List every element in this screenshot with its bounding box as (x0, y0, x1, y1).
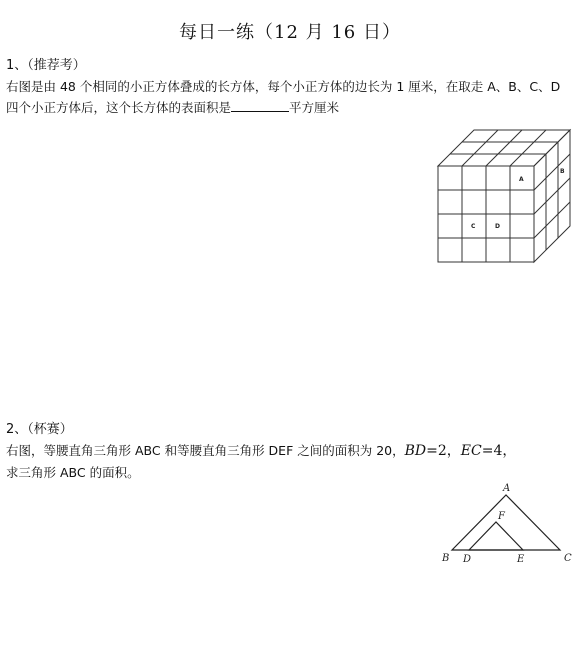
math-bd-value: =2， (426, 443, 461, 459)
triangle-abc (452, 495, 560, 550)
label-c: C (564, 553, 572, 564)
math-ec: EC (460, 443, 482, 459)
question-1-heading: 1、（推荐考） (6, 58, 86, 73)
cube-label-a: A (519, 176, 524, 183)
page-title: 每日一练（12 月 16 日） (179, 22, 401, 43)
label-f: F (498, 511, 505, 522)
question-1-text (6, 76, 576, 118)
label-e: E (517, 554, 525, 565)
question-1-text-before: 右图是由 48 个相同的小正方体叠成的长方体，每个小正方体的边长为 1 厘米，在取走 A、B、C、D 四个小正方体后，这个长方体的表面积是 (6, 79, 561, 115)
question-2-heading: 2、（杯赛） (6, 422, 73, 437)
question-2-text (6, 440, 576, 483)
label-a: A (503, 483, 511, 494)
cube-label-b: B (560, 168, 565, 175)
math-ec-value: =4， (481, 443, 517, 459)
question-2-text-part1: 右图，等腰直角三角形 ABC 和等腰直角三角形 DEF 之间的面积为 20， (6, 443, 405, 458)
answer-blank (231, 99, 289, 112)
cube-label-c: C (471, 223, 476, 230)
triangle-def (469, 522, 523, 550)
label-b: B (442, 553, 450, 564)
math-bd: BD (404, 443, 427, 459)
question-2-text-part2: 求三角形 ABC 的面积。 (6, 465, 140, 480)
triangle-figure (432, 478, 580, 578)
cube-figure (432, 124, 580, 264)
question-1-text-after: 平方厘米 (289, 100, 340, 115)
label-d: D (463, 554, 472, 565)
cube-label-d: D (495, 223, 500, 230)
